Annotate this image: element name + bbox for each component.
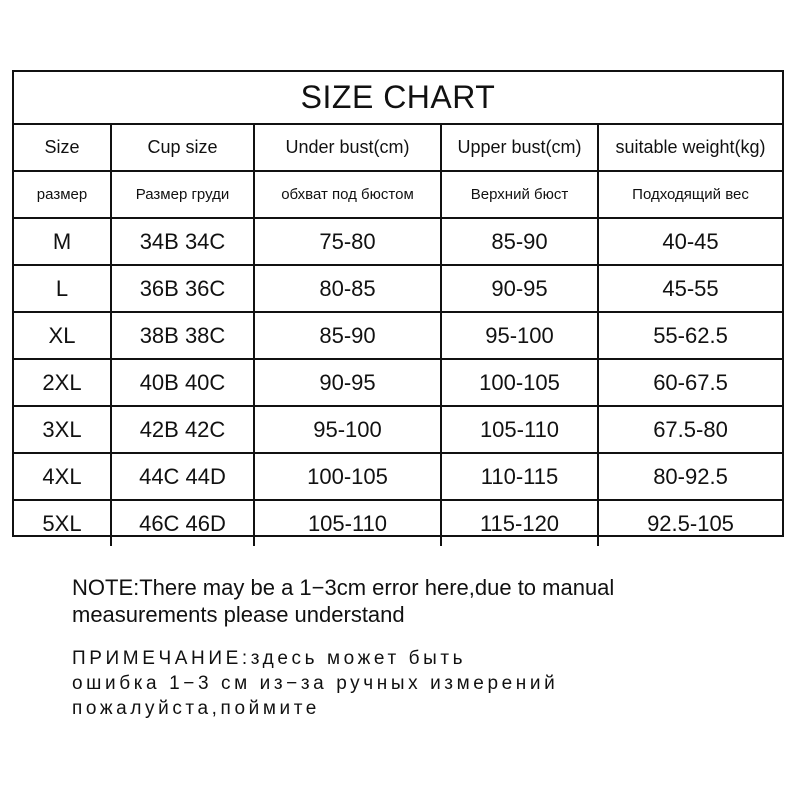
table-row bbox=[14, 453, 782, 500]
upper-bust-cell: 85-90 bbox=[441, 218, 598, 265]
upper-bust-cell: 100-105 bbox=[441, 359, 598, 406]
weight-cell: 45-55 bbox=[598, 265, 782, 312]
chart-title: SIZE CHART bbox=[14, 72, 782, 125]
upper-bust-cell: 105-110 bbox=[441, 406, 598, 453]
header-row-ru bbox=[14, 171, 782, 218]
header-under-bust: Under bust(cm) bbox=[254, 125, 441, 171]
weight-cell: 60-67.5 bbox=[598, 359, 782, 406]
cup-size-cell: 46C 46D bbox=[111, 500, 254, 546]
weight-cell: 92.5-105 bbox=[647, 510, 734, 536]
under-bust-cell: 85-90 bbox=[254, 312, 441, 359]
weight-cell: 40-45 bbox=[598, 218, 782, 265]
header-under-bust-ru: обхват под бюстом bbox=[254, 171, 441, 218]
table-row bbox=[14, 218, 782, 265]
weight-cell: 80-92.5 bbox=[598, 453, 782, 500]
header-row bbox=[14, 125, 782, 171]
header-weight: suitable weight(kg) bbox=[598, 125, 782, 171]
upper-bust-cell: 95-100 bbox=[441, 312, 598, 359]
header-cup-size-ru: Размер груди bbox=[111, 171, 254, 218]
under-bust-cell: 100-105 bbox=[254, 453, 441, 500]
upper-bust-cell: 90-95 bbox=[441, 265, 598, 312]
header-weight-ru: Подходящий вес bbox=[598, 171, 782, 218]
cup-size-cell: 34B 34C bbox=[111, 218, 254, 265]
weight-cell: 67.5-80 bbox=[598, 406, 782, 453]
table-row bbox=[14, 406, 782, 453]
cup-size-cell: 38B 38C bbox=[111, 312, 254, 359]
size-cell: 5XL bbox=[14, 500, 111, 546]
under-bust-cell: 90-95 bbox=[254, 359, 441, 406]
table-row bbox=[14, 359, 782, 406]
note-english-line: NOTE:There may be a 1−3cm error here,due to manual bbox=[72, 575, 615, 600]
upper-bust-cell: 115-120 bbox=[441, 500, 598, 546]
size-cell: M bbox=[14, 218, 111, 265]
header-upper-bust-ru: Верхний бюст bbox=[441, 171, 598, 218]
header-cup-size: Cup size bbox=[111, 125, 254, 171]
cup-size-cell: 40B 40C bbox=[111, 359, 254, 406]
note-english-line: measurements please understand bbox=[72, 602, 405, 627]
under-bust-cell: 80-85 bbox=[254, 265, 441, 312]
size-cell: 4XL bbox=[14, 453, 111, 500]
size-table bbox=[14, 125, 782, 546]
under-bust-cell: 105-110 bbox=[254, 500, 441, 546]
table-row bbox=[14, 265, 782, 312]
size-cell: L bbox=[14, 265, 111, 312]
table-row bbox=[14, 312, 782, 359]
header-size-ru: размер bbox=[14, 171, 111, 218]
note-english bbox=[72, 574, 772, 628]
table-row bbox=[14, 500, 782, 546]
note-russian-line: пожалуйста,поймите bbox=[72, 698, 320, 719]
under-bust-cell: 95-100 bbox=[254, 406, 441, 453]
note-russian bbox=[72, 646, 792, 721]
under-bust-cell: 75-80 bbox=[254, 218, 441, 265]
size-chart bbox=[12, 70, 784, 537]
cup-size-cell: 42B 42C bbox=[111, 406, 254, 453]
note-russian-line: ПРИМЕЧАНИЕ:здесь может быть bbox=[72, 648, 467, 669]
upper-bust-cell: 110-115 bbox=[441, 453, 598, 500]
header-upper-bust: Upper bust(cm) bbox=[441, 125, 598, 171]
note-russian-line: ошибка 1−3 см из−за ручных измерений bbox=[72, 673, 559, 694]
cup-size-cell: 36B 36C bbox=[111, 265, 254, 312]
header-size: Size bbox=[14, 125, 111, 171]
size-cell: 2XL bbox=[14, 359, 111, 406]
weight-cell: 55-62.5 bbox=[598, 312, 782, 359]
size-cell: 3XL bbox=[14, 406, 111, 453]
size-cell: XL bbox=[14, 312, 111, 359]
cup-size-cell: 44C 44D bbox=[111, 453, 254, 500]
